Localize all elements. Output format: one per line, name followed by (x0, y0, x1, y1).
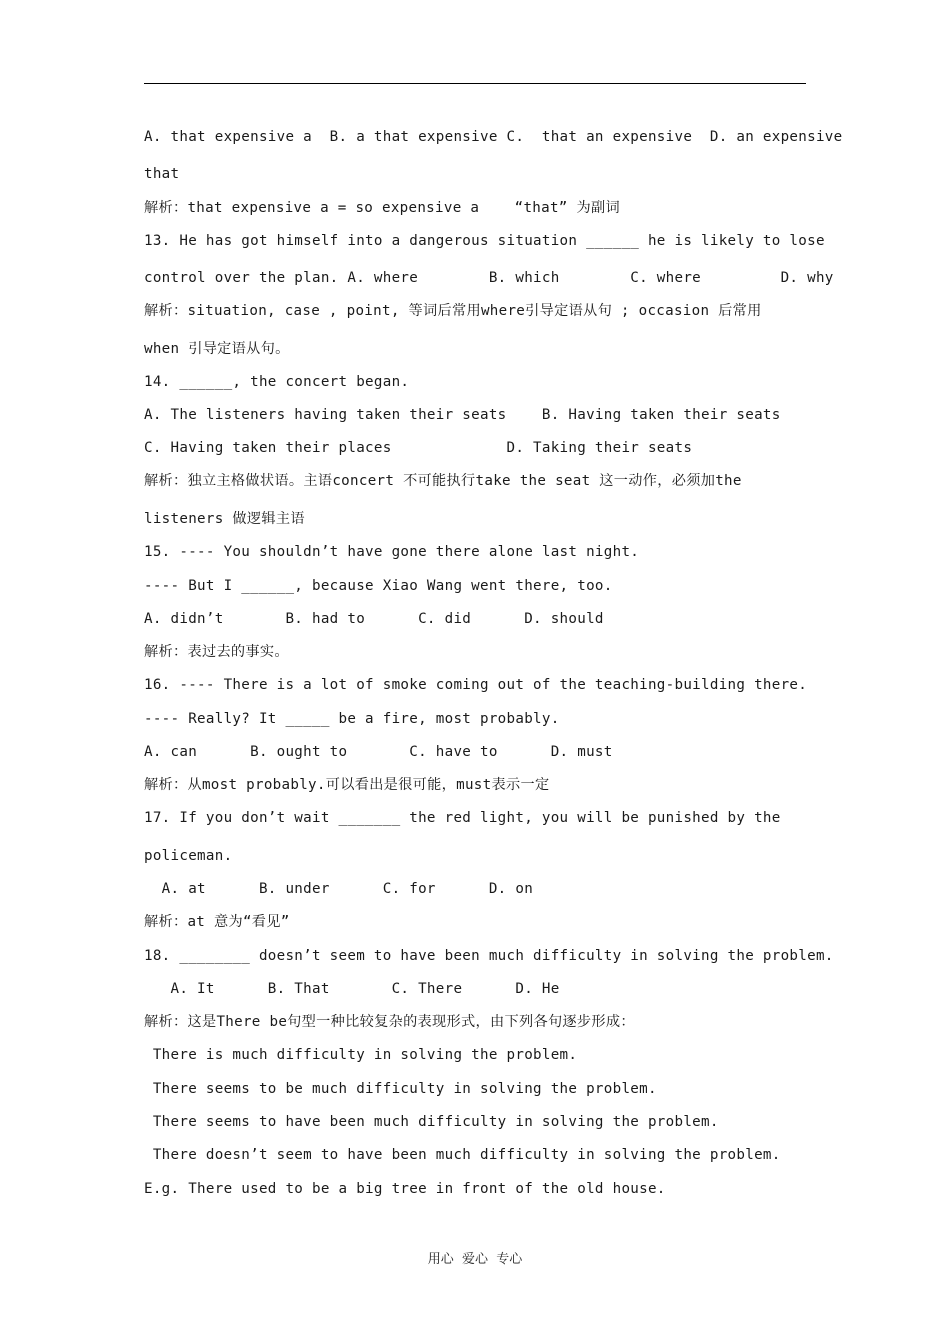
text-line: A. It B. That C. There D. He (144, 981, 560, 997)
text-line: listeners 做逻辑主语 (144, 511, 305, 527)
text-line: 解析：独立主格做状语。主语concert 不可能执行take the seat 这一动作，必须加the (144, 473, 742, 489)
text-line: when 引导定语从句。 (144, 341, 290, 357)
text-line: A. at B. under C. for D. on (144, 881, 534, 897)
page-footer: 用心 爱心 专心 (427, 1252, 523, 1267)
text-line: 13. He has got himself into a dangerous situation ______ he is likely to lose (144, 233, 825, 249)
text-line: 解析：从most probably.可以看出是很可能，must表示一定 (144, 777, 550, 793)
text-line: A. didn’t B. had to C. did D. should (144, 611, 604, 627)
text-line: 解析：situation, case , point, 等词后常用where引导定语从句 ; occasion 后常用 (144, 303, 762, 319)
text-line: that (144, 166, 180, 182)
text-line: ---- But I ______, because Xiao Wang went there, too. (144, 578, 613, 594)
text-line: C. Having taken their places D. Taking their seats (144, 440, 693, 456)
text-line: There seems to be much difficulty in solving the problem. (144, 1081, 657, 1097)
text-line: E.g. There used to be a big tree in front of the old house. (144, 1181, 666, 1197)
text-line: 14. ______, the concert began. (144, 374, 410, 390)
text-line: control over the plan. A. where B. which C. where D. why (144, 270, 834, 286)
text-line: 解析：at 意为“看见” (144, 914, 290, 930)
text-line: 18. ________ doesn’t seem to have been much difficulty in solving the problem. (144, 948, 834, 964)
header-rule (144, 83, 806, 84)
text-line: 16. ---- There is a lot of smoke coming out of the teaching-building there. (144, 677, 808, 693)
text-line: A. can B. ought to C. have to D. must (144, 744, 613, 760)
text-line: A. that expensive a B. a that expensive C. that an expensive D. an expensive (144, 129, 843, 145)
text-line: There seems to have been much difficulty in solving the problem. (144, 1114, 719, 1130)
text-line: ---- Really? It _____ be a fire, most probably. (144, 711, 560, 727)
text-line: policeman. (144, 848, 233, 864)
text-line: 解析：这是There be句型一种比较复杂的表现形式，由下列各句逐步形成： (144, 1014, 635, 1030)
text-line: There is much difficulty in solving the problem. (144, 1047, 578, 1063)
text-line: A. The listeners having taken their seats B. Having taken their seats (144, 407, 781, 423)
text-line: 解析：that expensive a = so expensive a “that” 为副词 (144, 200, 620, 216)
text-line: 15. ---- You shouldn’t have gone there alone last night. (144, 544, 640, 560)
text-line: 解析：表过去的事实。 (144, 644, 289, 660)
text-line: 17. If you don’t wait _______ the red light, you will be punished by the (144, 810, 781, 826)
text-line: There doesn’t seem to have been much difficulty in solving the problem. (144, 1147, 781, 1163)
